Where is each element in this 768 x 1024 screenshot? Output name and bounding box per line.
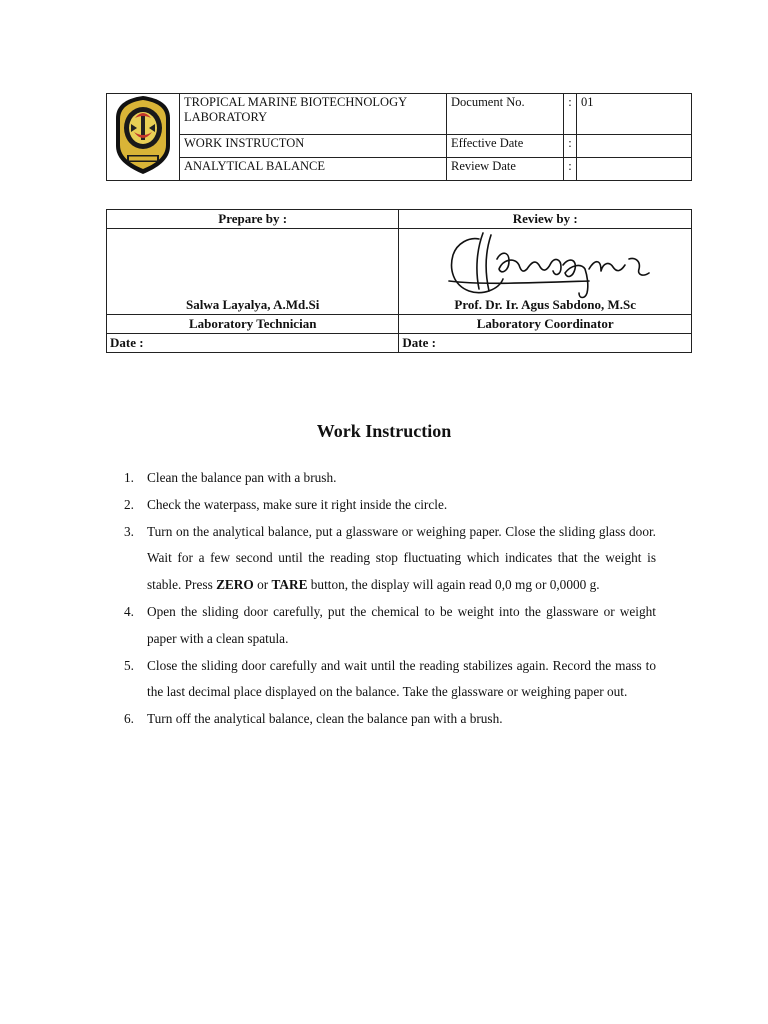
document-header-table	[106, 93, 692, 181]
step-number: 2.	[124, 496, 134, 512]
preparer-role: Laboratory Technician	[107, 315, 399, 334]
instruction-step	[124, 599, 656, 653]
instruction-step	[124, 492, 656, 519]
page-title: Work Instruction	[316, 421, 452, 441]
instruction-step	[124, 519, 656, 599]
review-date-value	[577, 158, 692, 181]
reviewer-name: Prof. Dr. Ir. Agus Sabdono, M.Sc	[454, 297, 636, 312]
colon-separator: :	[564, 94, 577, 135]
preparer-date-label: Date :	[107, 334, 399, 353]
preparer-signature-cell	[107, 229, 399, 315]
university-logo-cell	[107, 94, 180, 181]
step-number: 4.	[124, 603, 134, 619]
effective-date-label: Effective Date	[447, 135, 564, 158]
prepare-by-label: Prepare by :	[107, 210, 399, 229]
reviewer-date-label: Date :	[399, 334, 692, 353]
review-date-label: Review Date	[447, 158, 564, 181]
colon-separator: :	[564, 135, 577, 158]
instruction-step	[124, 653, 656, 707]
step-text: Check the waterpass, make sure it right inside the circle.	[147, 496, 448, 512]
button-name-text: ZERO	[216, 577, 254, 593]
step-text: or	[253, 577, 272, 593]
preparer-name: Salwa Layalya, A.Md.Si	[186, 297, 320, 312]
review-by-label: Review by :	[399, 210, 692, 229]
step-number: 3.	[124, 523, 134, 539]
reviewer-signature-cell	[399, 229, 692, 315]
step-text: Open the sliding door carefully, put the chemical to be weight into the glassware or weight paper with a clean spatula.	[147, 603, 656, 646]
step-text: Turn off the analytical balance, clean the balance pan with a brush.	[147, 711, 503, 727]
button-name-text: TARE	[271, 577, 308, 593]
effective-date-value	[577, 135, 692, 158]
signature-table	[106, 209, 692, 353]
step-number: 5.	[124, 657, 134, 673]
university-seal-logo	[113, 94, 173, 176]
step-text: Clean the balance pan with a brush.	[147, 470, 337, 485]
instruction-step	[124, 465, 656, 492]
doc-type-cell: WORK INSTRUCTON	[180, 135, 447, 158]
instruction-step	[124, 706, 656, 733]
step-number: 1.	[124, 470, 134, 485]
colon-separator: :	[564, 158, 577, 181]
step-text: button, the display will again read 0,0 mg or 0,0000 g.	[307, 577, 600, 593]
step-text: Close the sliding door carefully and wait until the reading stabilizes again. Record the mass to the last decimal place displayed on the balance. Take the glassware or weighing paper out.	[147, 657, 656, 700]
step-number: 6.	[124, 711, 134, 727]
document-no-label: Document No.	[447, 94, 564, 135]
reviewer-handwritten-signature	[439, 229, 659, 305]
instruction-steps-list	[124, 465, 656, 733]
reviewer-role: Laboratory Coordinator	[399, 315, 692, 334]
equipment-name-cell: ANALYTICAL BALANCE	[180, 158, 447, 181]
lab-name-cell: TROPICAL MARINE BIOTECHNOLOGY LABORATORY	[180, 94, 447, 135]
step-text: Turn on the analytical balance, put a glassware or weighing paper. Close the sliding glass door. Wait for a few second until the reading stop fluctuating which indicates that the weight is stable. Press	[147, 523, 656, 593]
document-no-value: 01	[577, 94, 692, 135]
